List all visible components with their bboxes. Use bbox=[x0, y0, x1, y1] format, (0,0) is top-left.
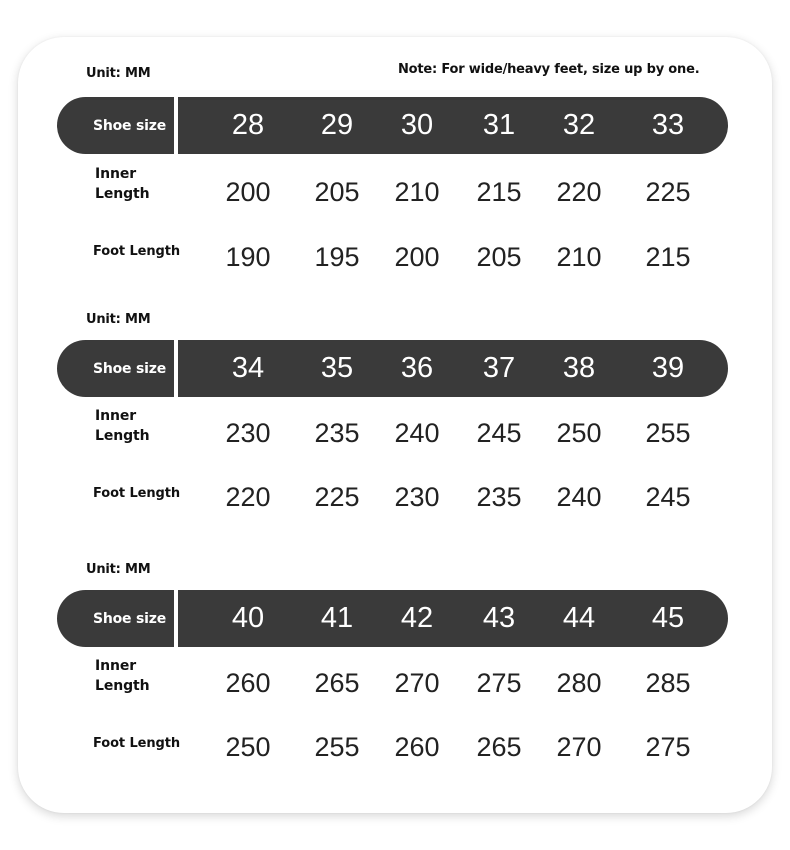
foot-length-cell: 275 bbox=[645, 732, 691, 762]
foot-length-row bbox=[0, 727, 790, 767]
shoe-size-cell: 39 bbox=[651, 352, 685, 384]
unit-label: Unit: MM bbox=[86, 312, 151, 327]
foot-length-cell: 215 bbox=[645, 242, 691, 272]
inner-length-cell: 260 bbox=[225, 668, 271, 698]
foot-length-cell: 205 bbox=[476, 242, 522, 272]
foot-length-label: Foot Length bbox=[93, 736, 180, 751]
inner-length-row bbox=[0, 408, 790, 453]
shoe-size-label: Shoe size bbox=[57, 340, 174, 397]
shoe-size-label: Shoe size bbox=[57, 97, 174, 154]
shoe-size-values bbox=[178, 340, 728, 397]
foot-length-cell: 235 bbox=[476, 482, 522, 512]
foot-length-cell: 220 bbox=[225, 482, 271, 512]
inner-length-cell: 240 bbox=[394, 418, 440, 448]
foot-length-cell: 230 bbox=[394, 482, 440, 512]
shoe-size-cell: 32 bbox=[562, 109, 596, 141]
foot-length-label: Foot Length bbox=[93, 244, 180, 259]
shoe-size-cell: 29 bbox=[320, 109, 354, 141]
foot-length-cell: 190 bbox=[225, 242, 271, 272]
foot-length-cell: 210 bbox=[556, 242, 602, 272]
inner-length-row bbox=[0, 166, 790, 212]
shoe-size-cell: 43 bbox=[482, 602, 516, 634]
foot-length-cell: 195 bbox=[314, 242, 360, 272]
foot-length-cell: 255 bbox=[314, 732, 360, 762]
sizing-note: Note: For wide/heavy feet, size up by one. bbox=[398, 62, 700, 77]
shoe-size-cell: 44 bbox=[562, 602, 596, 634]
shoe-size-header-bar bbox=[57, 97, 728, 154]
inner-length-cell: 255 bbox=[645, 418, 691, 448]
inner-length-cell: 280 bbox=[556, 668, 602, 698]
inner-length-label-line2: Length bbox=[95, 428, 150, 444]
foot-length-cell: 225 bbox=[314, 482, 360, 512]
inner-length-label bbox=[95, 164, 149, 204]
unit-label: Unit: MM bbox=[86, 562, 151, 577]
inner-length-label-line1: Inner bbox=[95, 408, 137, 424]
foot-length-cell: 250 bbox=[225, 732, 271, 762]
foot-length-cell: 240 bbox=[556, 482, 602, 512]
shoe-size-cell: 33 bbox=[651, 109, 685, 141]
inner-length-cell: 230 bbox=[225, 418, 271, 448]
shoe-size-cell: 28 bbox=[231, 109, 265, 141]
inner-length-label bbox=[95, 656, 149, 696]
shoe-size-cell: 38 bbox=[562, 352, 596, 384]
shoe-size-values bbox=[178, 97, 728, 154]
inner-length-cell: 265 bbox=[314, 668, 360, 698]
foot-length-cell: 270 bbox=[556, 732, 602, 762]
unit-label: Unit: MM bbox=[86, 66, 151, 81]
shoe-size-cell: 35 bbox=[320, 352, 354, 384]
inner-length-cell: 200 bbox=[225, 177, 271, 207]
inner-length-cell: 220 bbox=[556, 177, 602, 207]
foot-length-cell: 265 bbox=[476, 732, 522, 762]
shoe-size-cell: 45 bbox=[651, 602, 685, 634]
shoe-size-cell: 31 bbox=[482, 109, 516, 141]
inner-length-cell: 285 bbox=[645, 668, 691, 698]
foot-length-row bbox=[0, 477, 790, 517]
shoe-size-cell: 30 bbox=[400, 109, 434, 141]
inner-length-cell: 270 bbox=[394, 668, 440, 698]
shoe-size-label: Shoe size bbox=[57, 590, 174, 647]
foot-length-cell: 260 bbox=[394, 732, 440, 762]
inner-length-row bbox=[0, 658, 790, 703]
inner-length-cell: 250 bbox=[556, 418, 602, 448]
inner-length-label-line2: Length bbox=[95, 678, 150, 694]
foot-length-label: Foot Length bbox=[93, 486, 180, 501]
shoe-size-header-bar bbox=[57, 590, 728, 647]
foot-length-cell: 200 bbox=[394, 242, 440, 272]
shoe-size-cell: 41 bbox=[320, 602, 354, 634]
shoe-size-values bbox=[178, 590, 728, 647]
inner-length-cell: 275 bbox=[476, 668, 522, 698]
inner-length-label bbox=[95, 406, 149, 446]
inner-length-cell: 215 bbox=[476, 177, 522, 207]
shoe-size-cell: 37 bbox=[482, 352, 516, 384]
inner-length-label-line1: Inner bbox=[95, 658, 137, 674]
shoe-size-header-bar bbox=[57, 340, 728, 397]
foot-length-row bbox=[0, 237, 790, 277]
foot-length-cell: 245 bbox=[645, 482, 691, 512]
inner-length-cell: 225 bbox=[645, 177, 691, 207]
inner-length-label-line1: Inner bbox=[95, 166, 137, 182]
inner-length-label-line2: Length bbox=[95, 186, 150, 202]
inner-length-cell: 245 bbox=[476, 418, 522, 448]
shoe-size-cell: 36 bbox=[400, 352, 434, 384]
inner-length-cell: 210 bbox=[394, 177, 440, 207]
shoe-size-cell: 42 bbox=[400, 602, 434, 634]
shoe-size-cell: 40 bbox=[231, 602, 265, 634]
shoe-size-cell: 34 bbox=[231, 352, 265, 384]
inner-length-cell: 235 bbox=[314, 418, 360, 448]
inner-length-cell: 205 bbox=[314, 177, 360, 207]
